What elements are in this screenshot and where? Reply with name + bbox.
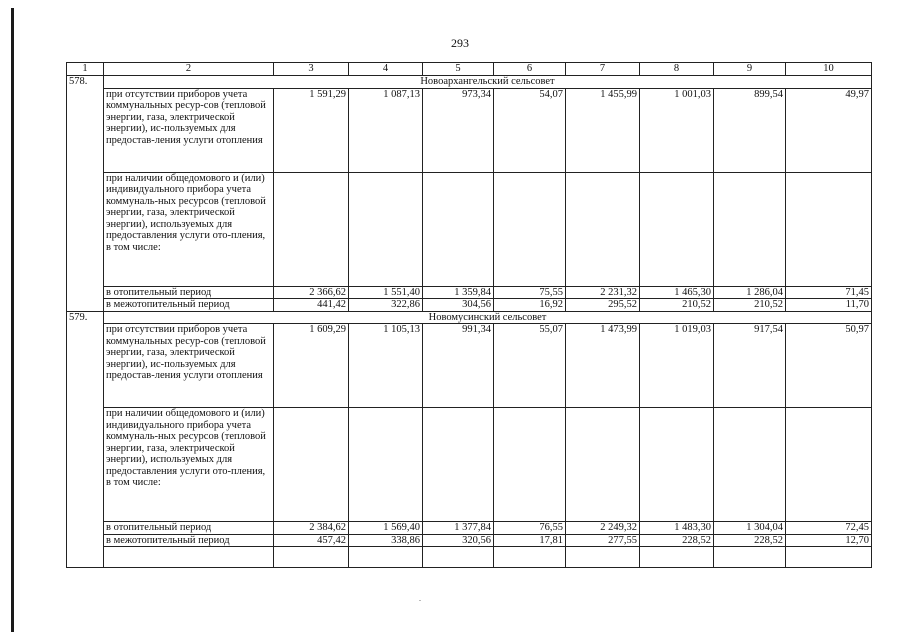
- value-cell: 71,45: [786, 286, 872, 299]
- header-cell: 3: [274, 63, 349, 76]
- empty-row: [67, 547, 872, 568]
- table-row: [67, 88, 872, 172]
- value-cell: 295,52: [566, 299, 640, 312]
- value-cell: 304,56: [423, 299, 494, 312]
- empty-cell: [640, 547, 714, 568]
- row-label: при наличии общедомового и (или) индивидуального прибора учета коммуналь-ных ресурсов (тепловой энергии, газа, электрической энергии), используемых для предоставления услуги ото-пления, в том числе:: [104, 172, 274, 286]
- value-cell: [786, 172, 872, 286]
- section-title-row: [67, 311, 872, 324]
- value-cell: 973,34: [423, 88, 494, 172]
- value-cell: [714, 408, 786, 522]
- value-cell: 1 551,40: [349, 286, 423, 299]
- header-cell: 5: [423, 63, 494, 76]
- header-cell: 4: [349, 63, 423, 76]
- value-cell: 16,92: [494, 299, 566, 312]
- value-cell: 1 569,40: [349, 522, 423, 535]
- value-cell: 1 609,29: [274, 324, 349, 408]
- value-cell: 17,81: [494, 534, 566, 547]
- header-cell: 8: [640, 63, 714, 76]
- value-cell: 12,70: [786, 534, 872, 547]
- value-cell: 210,52: [714, 299, 786, 312]
- value-cell: 322,86: [349, 299, 423, 312]
- value-cell: 338,86: [349, 534, 423, 547]
- binding-line: [11, 8, 14, 632]
- value-cell: 1 359,84: [423, 286, 494, 299]
- empty-cell: [423, 547, 494, 568]
- value-cell: 1 105,13: [349, 324, 423, 408]
- value-cell: 441,42: [274, 299, 349, 312]
- header-cell: 1: [67, 63, 104, 76]
- value-cell: 76,55: [494, 522, 566, 535]
- empty-cell: [274, 547, 349, 568]
- value-cell: 2 249,32: [566, 522, 640, 535]
- value-cell: 1 304,04: [714, 522, 786, 535]
- value-cell: 210,52: [640, 299, 714, 312]
- tariff-table: [66, 62, 872, 568]
- value-cell: 49,97: [786, 88, 872, 172]
- value-cell: 1 286,04: [714, 286, 786, 299]
- value-cell: [274, 408, 349, 522]
- value-cell: [640, 408, 714, 522]
- value-cell: [786, 408, 872, 522]
- value-cell: 457,42: [274, 534, 349, 547]
- table-row: [67, 299, 872, 312]
- value-cell: [423, 172, 494, 286]
- value-cell: 1 465,30: [640, 286, 714, 299]
- section-title-row: [67, 76, 872, 89]
- value-cell: [566, 408, 640, 522]
- value-cell: [349, 408, 423, 522]
- value-cell: [423, 408, 494, 522]
- table-row: [67, 286, 872, 299]
- section-number: 579.: [67, 311, 104, 568]
- table-body: [67, 63, 872, 568]
- value-cell: 2 231,32: [566, 286, 640, 299]
- table-row: [67, 408, 872, 522]
- scan-speck: [419, 600, 421, 601]
- table-row: [67, 522, 872, 535]
- value-cell: 1 001,03: [640, 88, 714, 172]
- value-cell: 899,54: [714, 88, 786, 172]
- value-cell: 75,55: [494, 286, 566, 299]
- row-label: при отсутствии приборов учета коммунальных ресур-сов (тепловой энергии, газа, электрической энергии), ис-пользуемых для предостав-ления услуги отопления: [104, 88, 274, 172]
- value-cell: 1 087,13: [349, 88, 423, 172]
- row-label: в отопительный период: [104, 522, 274, 535]
- value-cell: 1 591,29: [274, 88, 349, 172]
- value-cell: 1 377,84: [423, 522, 494, 535]
- value-cell: [494, 408, 566, 522]
- value-cell: 1 473,99: [566, 324, 640, 408]
- empty-cell: [714, 547, 786, 568]
- value-cell: 2 384,62: [274, 522, 349, 535]
- value-cell: 11,70: [786, 299, 872, 312]
- value-cell: 50,97: [786, 324, 872, 408]
- value-cell: 1 455,99: [566, 88, 640, 172]
- page-number: 293: [451, 36, 469, 50]
- value-cell: 228,52: [714, 534, 786, 547]
- header-cell: 10: [786, 63, 872, 76]
- value-cell: 320,56: [423, 534, 494, 547]
- value-cell: [640, 172, 714, 286]
- header-cell: 6: [494, 63, 566, 76]
- header-row: [67, 63, 872, 76]
- value-cell: 991,34: [423, 324, 494, 408]
- header-cell: 7: [566, 63, 640, 76]
- section-title: Новомусинский сельсовет: [104, 311, 872, 324]
- row-label: в межотопительный период: [104, 534, 274, 547]
- value-cell: [494, 172, 566, 286]
- value-cell: [349, 172, 423, 286]
- value-cell: 228,52: [640, 534, 714, 547]
- header-cell: 9: [714, 63, 786, 76]
- empty-cell: [494, 547, 566, 568]
- value-cell: 2 366,62: [274, 286, 349, 299]
- table-row: [67, 324, 872, 408]
- row-label: при отсутствии приборов учета коммунальных ресур-сов (тепловой энергии, газа, электрической энергии), ис-пользуемых для предостав-ления услуги отопления: [104, 324, 274, 408]
- row-label: в межотопительный период: [104, 299, 274, 312]
- value-cell: [274, 172, 349, 286]
- empty-cell: [104, 547, 274, 568]
- value-cell: 1 483,30: [640, 522, 714, 535]
- value-cell: [714, 172, 786, 286]
- value-cell: 277,55: [566, 534, 640, 547]
- value-cell: 72,45: [786, 522, 872, 535]
- section-title: Новоархангельский сельсовет: [104, 76, 872, 89]
- value-cell: 917,54: [714, 324, 786, 408]
- empty-cell: [566, 547, 640, 568]
- table-row: [67, 172, 872, 286]
- row-label: при наличии общедомового и (или) индивидуального прибора учета коммуналь-ных ресурсов (тепловой энергии, газа, электрической энергии), используемых для предоставления услуги ото-пления, в том числе:: [104, 408, 274, 522]
- value-cell: 55,07: [494, 324, 566, 408]
- header-cell: 2: [104, 63, 274, 76]
- table-row: [67, 534, 872, 547]
- value-cell: 54,07: [494, 88, 566, 172]
- section-number: 578.: [67, 76, 104, 312]
- row-label: в отопительный период: [104, 286, 274, 299]
- value-cell: [566, 172, 640, 286]
- value-cell: 1 019,03: [640, 324, 714, 408]
- empty-cell: [349, 547, 423, 568]
- empty-cell: [786, 547, 872, 568]
